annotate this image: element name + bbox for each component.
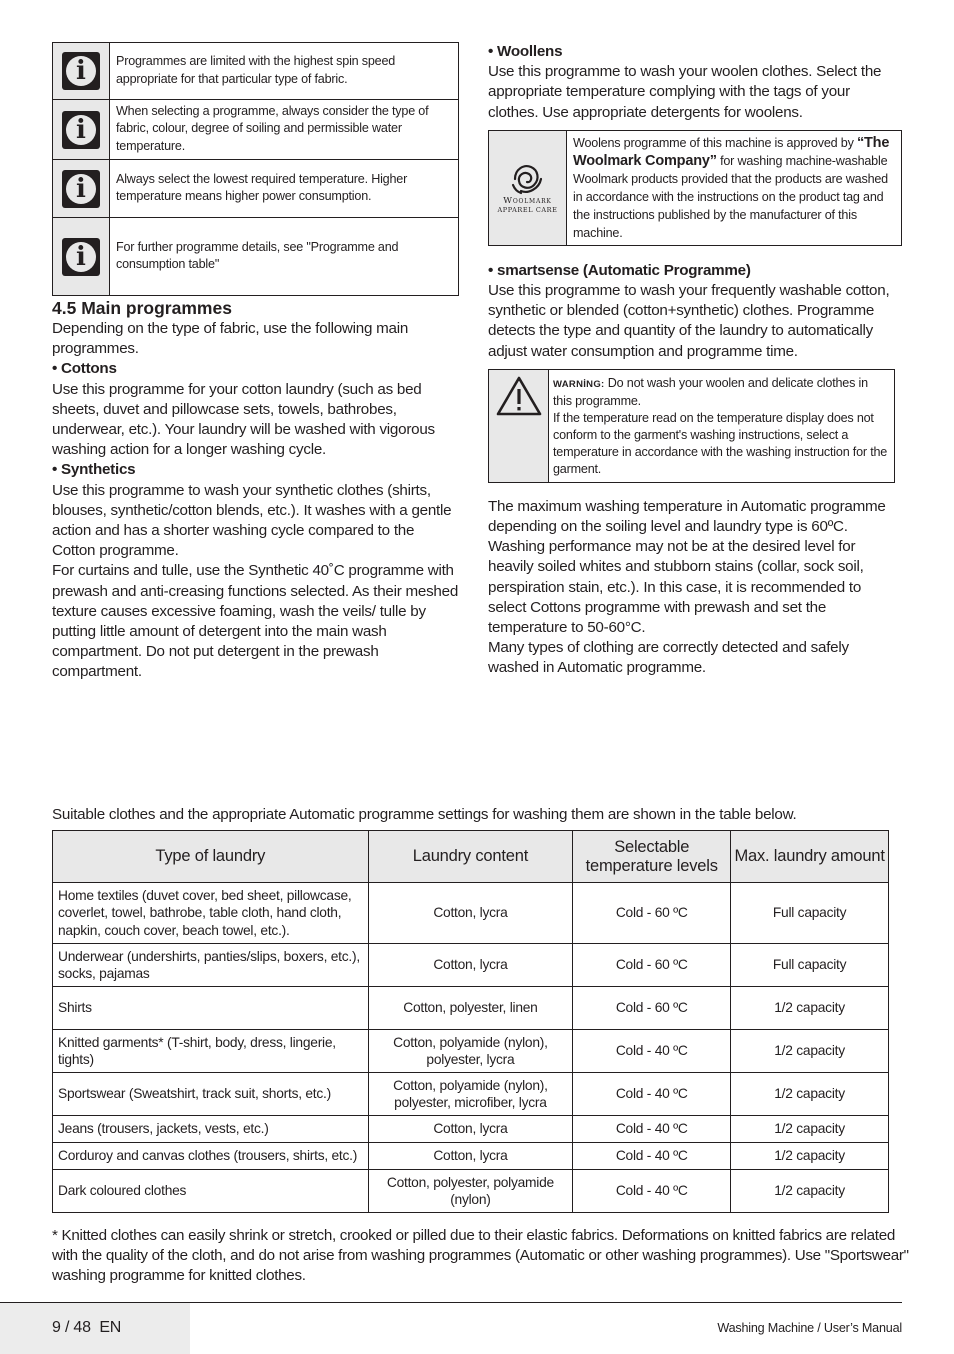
smartsense-para2: Many types of clothing are correctly detected and safely washed in Automatic programme. [488,639,849,677]
woolmark-logo-subword: APPAREL CARE [497,205,558,214]
info-note [53,100,459,160]
table-row: Shirts Cotton, polyester, linen Cold - 60 ºC 1/2 capacity [53,987,889,1030]
info-note-text: Always select the lowest required temperature. Higher temperature means higher power consumption. [110,160,459,218]
left-column [52,42,459,683]
header-type: Type of laundry [53,831,369,883]
table-row: Knitted garments* (T-shirt, body, dress, lingerie, tights) Cotton, polyamide (nylon), polyester, lycra Cold - 40 ºC 1/2 capacity [53,1030,889,1073]
synthetics-curtains-text: For curtains and tulle, use the Synthetic 40˚C programme with prewash and anti-creasing functions selected. As their meshed texture causes excessive foaming, wash the veils/ tulle by putting little amount of detergent into the main wash compartment. Do not put detergent in the prewash compartment. [52,562,459,681]
automatic-programme-table [52,830,889,1213]
info-notes-table [52,42,459,296]
woolmark-box [488,130,902,246]
table-row: Corduroy and canvas clothes (trousers, shirts, etc.) Cotton, lycra Cold - 40 ºC 1/2 capacity [53,1143,889,1170]
woolmark-company: “The Woolmark Company” [573,134,890,169]
header-content: Laundry content [368,831,573,883]
info-note-text: When selecting a programme, always consider the type of fabric, colour, degree of soiling and permissible water temperature. [110,100,459,160]
table-row: Sportswear (Sweatshirt, track suit, shorts, etc.) Cotton, polyamide (nylon), polyester, microfiber, lycra Cold - 40 ºC 1/2 capacity [53,1073,889,1116]
table-row: Dark coloured clothes Cotton, polyester, polyamide (nylon) Cold - 40 ºC 1/2 capacity [53,1170,889,1213]
woollens-title: • Woollens [488,43,563,60]
warning-label: WARNİNG: [553,378,605,390]
header-amount: Max. laundry amount [731,831,889,883]
footer-divider [0,1302,902,1303]
cottons-title: • Cottons [52,360,117,378]
cottons-text: Use this programme for your cotton laundry (such as bed sheets, duvet and pillowcase sets, towels, bathrobes, underwear, etc.). Your laundry will be washed with vigorous washing action for a longer washing cycle. [52,380,435,459]
info-note [53,218,459,296]
table-header-row [53,831,889,883]
table-intro: Suitable clothes and the appropriate Automatic programme settings for washing them are shown in the table below. [52,806,797,823]
info-note [53,43,459,100]
warning-text: WARNİNG: Do not wash your woolen and delicate clothes in this programme. If the temperature read on the temperature display does not conform to the garment's washing instructions, select a temperature in accordance with the washing instruction for the garment. [553,375,888,476]
info-note [53,160,459,218]
smartsense-title: • smartsense (Automatic Programme) [488,261,751,279]
woollens-text: Use this programme to wash your woolen clothes. Select the appropriate temperature complying with the tags of your clothes. Use appropriate detergents for woolens. [488,63,882,121]
info-note-text: For further programme details, see "Programme and consumption table" [110,218,459,296]
info-icon [62,111,100,149]
smartsense-para1: The maximum washing temperature in Automatic programme depending on the soiling level and laundry type is 60ºC. Washing performance may not be at the desired level for heavily soiled whites and stubborn stains (collar, sock soil, perspiration stain, etc.). In this case, it is recommended to select Cottons programme with prewash and set the temperature to 50-60°C. [488,497,886,637]
header-temperature: Selectable temperature levels [573,831,731,883]
section-intro: Depending on the type of fabric, use the following main programmes. [52,320,409,358]
warning-triangle-icon [495,374,543,418]
manual-title: Washing Machine / User’s Manual [717,1321,902,1335]
info-icon [62,170,100,208]
woolmark-logo-word: Woolmark [503,195,552,206]
info-icon [62,238,100,276]
synthetics-title: • Synthetics [52,461,136,479]
table-row: Jeans (trousers, jackets, vests, etc.) Cotton, lycra Cold - 40 ºC 1/2 capacity [53,1116,889,1143]
footnote: * Knitted clothes can easily shrink or stretch, crooked or pilled due to their elastic fabrics. Deformations on knitted fabrics are related with the quality of the cloth, and do not arise from washing programmes (Automatic or other washing programmes). Use "Sportswear" washing programme for knitted clothes. [52,1227,909,1285]
info-icon [62,52,100,90]
woolmark-text: Woolens programme of this machine is approved by “The Woolmark Company” for washing machine-washable Woolmark products provided that the products are washed in accordance with the instructions on the product tag and the instructions published by the manufacturer of this machine. [573,134,890,240]
table-row: Underwear (undershirts, panties/slips, boxers, etc.), socks, pajamas Cotton, lycra Cold - 60 ºC Full capacity [53,944,889,987]
right-column [488,42,902,679]
smartsense-text: Use this programme to wash your frequently washable cotton, synthetic or blended (cotton+synthetic) clothes. Programme detects the type and quantity of the laundry to automatically adjust water consumption and programme time. [488,282,890,360]
page-number: 9 / 48 EN [52,1319,122,1336]
info-note-text: Programmes are limited with the highest spin speed appropriate for that particular type of fabric. [110,43,459,100]
woolmark-logo-icon [510,161,546,195]
synthetics-text: Use this programme to wash your synthetic clothes (shirts, blouses, synthetic/cotton blends, etc.). It washes with a gentle action and has a shorter washing cycle compared to the Cotton programme. [52,481,452,560]
table-row: Home textiles (duvet cover, bed sheet, pillowcase, coverlet, towel, bathrobe, table cloth, hand cloth, napkin, couch cover, beach towel, etc.). Cotton, lycra Cold - 60 ºC Full capacity [53,883,889,944]
warning-box [488,369,895,483]
section-heading: 4.5 Main programmes [52,298,232,318]
